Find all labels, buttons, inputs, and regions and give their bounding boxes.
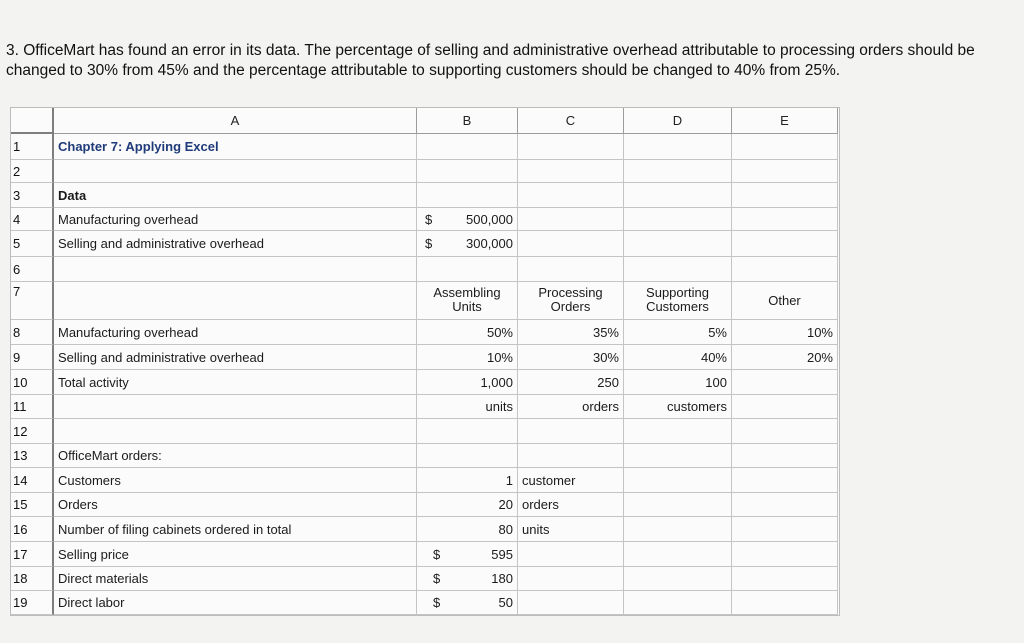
grid-cell-b12[interactable]	[417, 419, 518, 444]
row-header-3[interactable]: 3	[11, 183, 54, 208]
row-header-10[interactable]: 10	[11, 370, 54, 395]
row-header-14[interactable]: 14	[11, 468, 54, 493]
row-header-4[interactable]: 4	[11, 208, 54, 231]
grid-cell-d4[interactable]	[624, 208, 732, 231]
grid-cell-a11[interactable]	[54, 395, 417, 419]
cell-b17[interactable]	[417, 542, 518, 567]
cell-a13[interactable]: OfficeMart orders:	[54, 444, 417, 468]
cell-b8[interactable]: 50%	[417, 320, 518, 345]
cell-a14[interactable]: Customers	[54, 468, 417, 493]
cell-c7[interactable]	[518, 282, 624, 320]
grid-cell-e11[interactable]	[732, 395, 838, 419]
grid-cell-a2[interactable]	[54, 160, 417, 183]
grid-cell-b13[interactable]	[417, 444, 518, 468]
spreadsheet	[10, 107, 840, 616]
grid-cell-c6[interactable]	[518, 257, 624, 282]
grid-cell-c4[interactable]	[518, 208, 624, 231]
cell-a9[interactable]: Selling and administrative overhead	[54, 345, 417, 370]
grid-cell-c5[interactable]	[518, 231, 624, 257]
grid-cell-a12[interactable]	[54, 419, 417, 444]
grid-cell-a6[interactable]	[54, 257, 417, 282]
row-header-5[interactable]: 5	[11, 231, 54, 257]
row-header-12[interactable]: 12	[11, 419, 54, 444]
cell-a5[interactable]: Selling and administrative overhead	[54, 231, 417, 257]
header-line-1: Supporting	[646, 285, 709, 300]
cell-b10[interactable]: 1,000	[417, 370, 518, 395]
grid-cell-d17[interactable]	[624, 542, 732, 567]
cell-c16[interactable]: units	[518, 517, 624, 542]
cell-d10[interactable]: 100	[624, 370, 732, 395]
row-header-8[interactable]: 8	[11, 320, 54, 345]
cell-b11[interactable]: units	[417, 395, 518, 419]
column-header-c[interactable]: C	[518, 108, 624, 134]
cell-d11[interactable]: customers	[624, 395, 732, 419]
row-header-17[interactable]: 17	[11, 542, 54, 567]
currency-symbol: $	[425, 236, 433, 251]
sheet-corner[interactable]	[11, 108, 54, 134]
grid-cell-e19[interactable]	[732, 591, 838, 615]
grid-cell-e10[interactable]	[732, 370, 838, 395]
grid-cell-e1[interactable]	[732, 134, 838, 160]
header-line-2: Units	[452, 299, 482, 314]
cell-d9[interactable]: 40%	[624, 345, 732, 370]
column-header-d[interactable]: D	[624, 108, 732, 134]
grid-cell-c12[interactable]	[518, 419, 624, 444]
grid-cell-e2[interactable]	[732, 160, 838, 183]
row-header-2[interactable]: 2	[11, 160, 54, 183]
grid-cell-c17[interactable]	[518, 542, 624, 567]
grid-cell-d19[interactable]	[624, 591, 732, 615]
cell-e7[interactable]: Other	[732, 282, 838, 320]
cell-value: 595	[491, 547, 513, 562]
grid-cell-d16[interactable]	[624, 517, 732, 542]
cell-e8[interactable]: 10%	[732, 320, 838, 345]
cell-a1[interactable]: Chapter 7: Applying Excel	[54, 134, 417, 160]
grid-cell-d2[interactable]	[624, 160, 732, 183]
cell-c8[interactable]: 35%	[518, 320, 624, 345]
row-header-11[interactable]: 11	[11, 395, 54, 419]
grid-cell-d13[interactable]	[624, 444, 732, 468]
currency-symbol: $	[433, 547, 441, 562]
grid-cell-c18[interactable]	[518, 567, 624, 591]
column-header-e[interactable]: E	[732, 108, 838, 134]
grid-cell-c3[interactable]	[518, 183, 624, 208]
currency-symbol: $	[433, 571, 441, 586]
row-header-15[interactable]: 15	[11, 493, 54, 517]
grid-cell-c2[interactable]	[518, 160, 624, 183]
row-header-13[interactable]: 13	[11, 444, 54, 468]
row-header-16[interactable]: 16	[11, 517, 54, 542]
cell-c11[interactable]: orders	[518, 395, 624, 419]
cell-b4[interactable]	[417, 208, 518, 231]
header-line-1: Processing	[538, 285, 603, 300]
cell-b14[interactable]: 1	[417, 468, 518, 493]
cell-d7[interactable]	[624, 282, 732, 320]
cell-a17[interactable]: Selling price	[54, 542, 417, 567]
cell-a4[interactable]: Manufacturing overhead	[54, 208, 417, 231]
cell-b7[interactable]	[417, 282, 518, 320]
grid-cell-b3[interactable]	[417, 183, 518, 208]
cell-a19[interactable]: Direct labor	[54, 591, 417, 615]
row-header-6[interactable]: 6	[11, 257, 54, 282]
header-line-2: Orders	[550, 299, 591, 314]
grid-cell-e15[interactable]	[732, 493, 838, 517]
grid-cell-b6[interactable]	[417, 257, 518, 282]
cell-c10[interactable]: 250	[518, 370, 624, 395]
grid-cell-d6[interactable]	[624, 257, 732, 282]
grid-cell-e18[interactable]	[732, 567, 838, 591]
question-prompt: 3. OfficeMart has found an error in its data. The percentage of selling and administrative overhead attributable to processing orders should be changed to 30% from 45% and the percentage attributable to supporting customers should be changed to 40% from 25%.	[6, 42, 975, 79]
grid-cell-a7[interactable]	[54, 282, 417, 320]
grid-cell-e4[interactable]	[732, 208, 838, 231]
grid-cell-d15[interactable]	[624, 493, 732, 517]
grid-cell-e17[interactable]	[732, 542, 838, 567]
cell-b5[interactable]	[417, 231, 518, 257]
cell-value: 300,000	[466, 236, 513, 251]
row-header-1[interactable]: 1	[11, 134, 54, 160]
cell-c14[interactable]: customer	[518, 468, 624, 493]
cell-a10[interactable]: Total activity	[54, 370, 417, 395]
cell-value: 500,000	[466, 212, 513, 227]
grid-cell-d12[interactable]	[624, 419, 732, 444]
currency-symbol: $	[425, 212, 433, 227]
cell-a3[interactable]: Data	[54, 183, 417, 208]
row-header-18[interactable]: 18	[11, 567, 54, 591]
grid-cell-d18[interactable]	[624, 567, 732, 591]
grid-cell-e14[interactable]	[732, 468, 838, 493]
header-line-1: Assembling	[433, 285, 501, 300]
grid-cell-d1[interactable]	[624, 134, 732, 160]
grid-cell-d14[interactable]	[624, 468, 732, 493]
row-header-19[interactable]: 19	[11, 591, 54, 615]
row-header-9[interactable]: 9	[11, 345, 54, 370]
column-header-b[interactable]: B	[417, 108, 518, 134]
grid-cell-d3[interactable]	[624, 183, 732, 208]
grid-cell-c19[interactable]	[518, 591, 624, 615]
cell-b9[interactable]: 10%	[417, 345, 518, 370]
cell-b19[interactable]	[417, 591, 518, 615]
grid-cell-e16[interactable]	[732, 517, 838, 542]
grid-cell-c13[interactable]	[518, 444, 624, 468]
cell-e9[interactable]: 20%	[732, 345, 838, 370]
cell-value: 50	[498, 595, 513, 610]
cell-value: 180	[491, 571, 513, 586]
cell-c15[interactable]: orders	[518, 493, 624, 517]
grid-cell-e12[interactable]	[732, 419, 838, 444]
grid-cell-b2[interactable]	[417, 160, 518, 183]
grid-cell-e5[interactable]	[732, 231, 838, 257]
cell-b15[interactable]: 20	[417, 493, 518, 517]
cell-b18[interactable]	[417, 567, 518, 591]
row-header-7[interactable]: 7	[11, 282, 54, 320]
grid-cell-e13[interactable]	[732, 444, 838, 468]
cell-d8[interactable]: 5%	[624, 320, 732, 345]
grid-cell-e6[interactable]	[732, 257, 838, 282]
grid-cell-d5[interactable]	[624, 231, 732, 257]
header-line-2: Customers	[646, 299, 709, 314]
grid-cell-c1[interactable]	[518, 134, 624, 160]
cell-c9[interactable]: 30%	[518, 345, 624, 370]
cell-a16[interactable]: Number of filing cabinets ordered in total	[54, 517, 417, 542]
cell-a18[interactable]: Direct materials	[54, 567, 417, 591]
column-header-a[interactable]: A	[54, 108, 417, 134]
grid-cell-e3[interactable]	[732, 183, 838, 208]
cell-b16[interactable]: 80	[417, 517, 518, 542]
cell-a8[interactable]: Manufacturing overhead	[54, 320, 417, 345]
currency-symbol: $	[433, 595, 441, 610]
grid-cell-b1[interactable]	[417, 134, 518, 160]
cell-a15[interactable]: Orders	[54, 493, 417, 517]
